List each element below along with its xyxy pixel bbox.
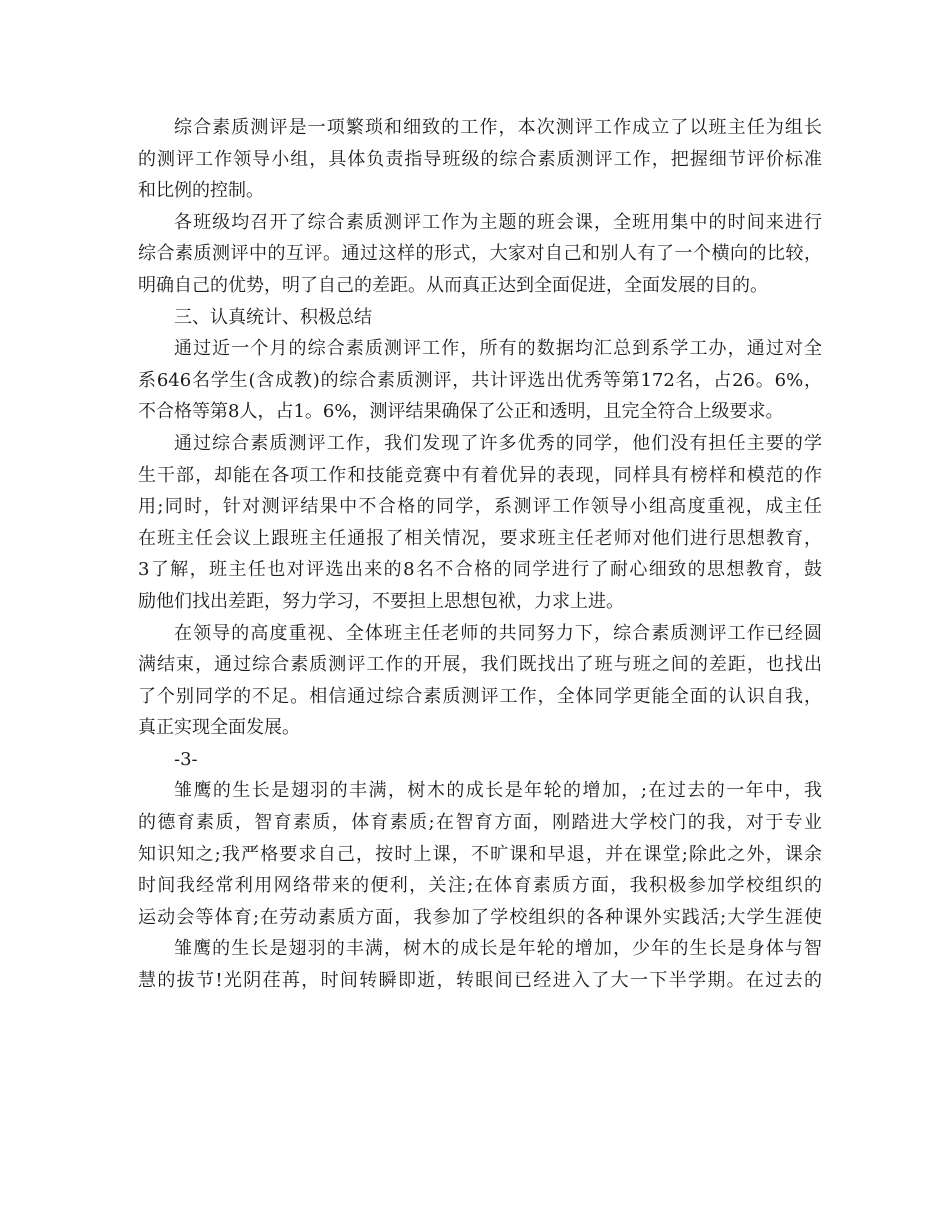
text-line: 通过综合素质测评工作，我们发现了许多优秀的同学，他们没有担任主要的学 — [174, 432, 822, 454]
paragraph-1 — [138, 112, 822, 207]
section-heading-text: 三、认真统计、积极总结 — [174, 306, 372, 328]
text-line: 用;同时，针对测评结果中不合格的同学，系测评工作领导小组高度重视，成主任 — [138, 496, 822, 518]
text-line: 综合素质测评中的互评。通过这样的形式，大家对自己和别人有了一个横向的比较， — [138, 243, 822, 265]
text-line: 真正实现全面发展。 — [138, 717, 300, 739]
paragraph-3 — [138, 333, 822, 428]
text-line: 时间我经常利用网络带来的便利，关注;在体育素质方面，我积极参加学校组织的 — [138, 875, 822, 897]
text-line: 励他们找出差距，努力学习，不要担上思想包袱，力求上进。 — [138, 590, 624, 612]
text-line: 在班主任会议上跟班主任通报了相关情况，要求班主任老师对他们进行思想教育， — [138, 527, 822, 549]
paragraph-7 — [138, 933, 822, 996]
text-line: 满结束，通过综合素质测评工作的开展，我们既找出了班与班之间的差距，也找出 — [138, 654, 822, 676]
paragraph-5 — [138, 618, 822, 744]
text-line: 和比例的控制。 — [138, 180, 264, 202]
text-line: 雏鹰的生长是翅羽的丰满，树木的成长是年轮的增加，;在过去的一年中，我 — [174, 780, 822, 802]
text-line: 系646名学生(含成教)的综合素质测评，共计评选出优秀等第172名，占26。6%， — [138, 369, 822, 391]
text-line: 了个别同学的不足。相信通过综合素质测评工作，全体同学更能全面的认识自我， — [138, 685, 822, 707]
text-line: 的德育素质，智育素质，体育素质;在智育方面，刚踏进大学校门的我，对于专业 — [138, 812, 822, 834]
text-line: 知识知之;我严格要求自己，按时上课，不旷课和早退，并在课堂;除此之外，课余 — [138, 843, 822, 865]
page-marker — [138, 744, 822, 776]
text-line: 3了解，班主任也对评选出来的8名不合格的同学进行了耐心细致的思想教育，鼓 — [138, 559, 822, 581]
text-line: 的测评工作领导小组，具体负责指导班级的综合素质测评工作，把握细节评价标准 — [138, 148, 822, 170]
text-line: 综合素质测评是一项繁琐和细致的工作，本次测评工作成立了以班主任为组长 — [174, 117, 822, 138]
text-line: 明确自己的优势，明了自己的差距。从而真正达到全面促进，全面发展的目的。 — [138, 274, 768, 296]
section-heading — [138, 302, 822, 334]
text-line: 运动会等体育;在劳动素质方面，我参加了学校组织的各种课外实践活;大学生涯使 — [138, 906, 822, 928]
text-line: 在领导的高度重视、全体班主任老师的共同努力下，综合素质测评工作已经圆 — [174, 622, 822, 644]
text-line: 各班级均召开了综合素质测评工作为主题的班会课，全班用集中的时间来进行 — [174, 211, 822, 233]
paragraph-2 — [138, 207, 822, 302]
page-number: -3- — [174, 748, 198, 770]
text-line: 雏鹰的生长是翅羽的丰满，树木的成长是年轮的增加，少年的生长是身体与智 — [174, 938, 822, 960]
text-line: 慧的拔节!光阴荏苒，时间转瞬即逝，转眼间已经进入了大一下半学期。在过去的 — [138, 970, 822, 992]
document-page — [138, 112, 822, 997]
paragraph-6 — [138, 775, 822, 933]
text-line: 通过近一个月的综合素质测评工作，所有的数据均汇总到系学工办，通过对全 — [174, 338, 822, 360]
text-line: 生干部，却能在各项工作和技能竞赛中有着优异的表现，同样具有榜样和模范的作 — [138, 464, 822, 486]
text-line: 不合格等第8人，占1。6%，测评结果确保了公正和透明，且完全符合上级要求。 — [138, 401, 784, 423]
paragraph-4 — [138, 428, 822, 618]
